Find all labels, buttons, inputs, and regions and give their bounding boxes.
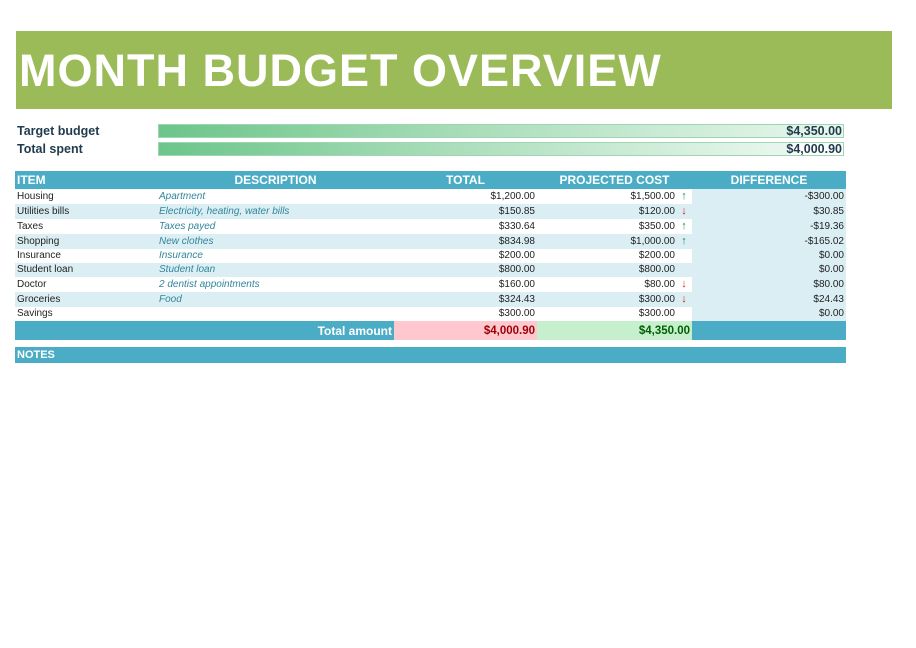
table-row <box>15 263 846 277</box>
difference-cell[interactable] <box>692 204 846 219</box>
projected-cost-cell[interactable] <box>537 234 692 249</box>
description-cell-text: Apartment <box>159 190 206 202</box>
difference-cell-text: $24.43 <box>813 293 844 305</box>
difference-cell-text: -$19.36 <box>810 220 844 232</box>
table-row <box>15 189 846 204</box>
item-cell[interactable] <box>15 219 157 234</box>
projected-cost-cell[interactable] <box>537 219 692 234</box>
total-projected-value[interactable]: $4,350.00 <box>537 321 692 340</box>
projected-cost-cell-text: $120.00 <box>638 206 675 217</box>
description-cell[interactable] <box>157 204 394 219</box>
difference-cell-text: $0.00 <box>818 308 844 319</box>
projected-cost-cell[interactable] <box>537 249 692 263</box>
total-cell-text: $330.64 <box>498 220 535 232</box>
total-cell-text: $200.00 <box>498 250 535 261</box>
difference-cell-text: -$300.00 <box>804 190 844 202</box>
arrow-down-icon: ↓ <box>681 293 687 305</box>
item-cell[interactable] <box>15 234 157 249</box>
item-cell[interactable] <box>15 249 157 263</box>
difference-cell[interactable] <box>692 277 846 292</box>
total-cell-text: $300.00 <box>498 308 535 319</box>
difference-cell[interactable] <box>692 219 846 234</box>
total-spent-bar <box>158 142 844 156</box>
target-budget-fill <box>159 125 843 137</box>
description-cell[interactable] <box>157 219 394 234</box>
description-cell[interactable] <box>157 234 394 249</box>
title-banner <box>16 31 892 109</box>
total-cell[interactable] <box>394 204 537 219</box>
total-cell-text: $834.98 <box>498 235 535 247</box>
projected-cost-cell[interactable] <box>537 292 692 307</box>
description-cell-text: Student loan <box>159 264 216 275</box>
total-row <box>15 321 846 340</box>
item-cell-text: Savings <box>17 308 53 319</box>
description-cell-text: New clothes <box>159 235 214 247</box>
column-header-difference[interactable]: DIFFERENCE <box>692 171 846 189</box>
projected-cost-cell-text: $300.00 <box>638 294 675 305</box>
item-cell[interactable] <box>15 263 157 277</box>
item-cell-text: Student loan <box>17 264 74 275</box>
description-cell-text: Electricity, heating, water bills <box>159 205 290 217</box>
table-row <box>15 219 846 234</box>
total-cell-text: $160.00 <box>498 278 535 290</box>
difference-cell-text: $80.00 <box>813 278 844 290</box>
total-amount-label: Total amount <box>157 321 394 340</box>
projected-cost-cell-text: $1,500.00 <box>630 191 675 202</box>
total-cell[interactable] <box>394 263 537 277</box>
item-cell[interactable] <box>15 307 157 321</box>
target-budget-bar <box>158 124 844 138</box>
target-budget-label: Target budget <box>17 124 100 138</box>
description-cell[interactable] <box>157 277 394 292</box>
difference-cell-text: $0.00 <box>818 250 844 261</box>
table-row <box>15 292 846 307</box>
item-cell[interactable] <box>15 189 157 204</box>
description-cell[interactable] <box>157 292 394 307</box>
description-cell-text: Food <box>159 293 182 305</box>
description-cell-text: Insurance <box>159 250 203 261</box>
item-cell-text: Doctor <box>17 278 47 290</box>
budget-table <box>15 171 846 340</box>
total-spent-value: $4,000.90 <box>786 142 842 156</box>
total-spent-fill <box>159 143 788 155</box>
difference-cell[interactable] <box>692 249 846 263</box>
difference-cell-text: $30.85 <box>813 205 844 217</box>
target-budget-value: $4,350.00 <box>786 124 842 138</box>
projected-cost-cell-text: $200.00 <box>638 250 675 261</box>
description-cell-text: 2 dentist appointments <box>159 278 260 290</box>
table-header-row <box>15 171 846 189</box>
total-cell-text: $150.85 <box>498 205 535 217</box>
projected-cost-cell[interactable] <box>537 204 692 219</box>
projected-cost-cell[interactable] <box>537 263 692 277</box>
item-cell-text: Housing <box>17 190 54 202</box>
difference-cell[interactable] <box>692 234 846 249</box>
description-cell[interactable] <box>157 263 394 277</box>
total-cell[interactable] <box>394 249 537 263</box>
table-row <box>15 277 846 292</box>
total-cell[interactable] <box>394 189 537 204</box>
projected-cost-cell-text: $80.00 <box>644 279 675 290</box>
arrow-up-icon: ↑ <box>681 190 687 202</box>
total-cell[interactable] <box>394 219 537 234</box>
column-header-projected-cost[interactable]: PROJECTED COST <box>537 171 692 189</box>
total-cell[interactable] <box>394 277 537 292</box>
item-cell[interactable] <box>15 292 157 307</box>
item-cell[interactable] <box>15 204 157 219</box>
difference-cell-text: -$165.02 <box>804 235 844 247</box>
difference-cell[interactable] <box>692 189 846 204</box>
table-row <box>15 249 846 263</box>
description-cell[interactable] <box>157 307 394 321</box>
total-cell-text: $800.00 <box>498 264 535 275</box>
arrow-down-icon: ↓ <box>681 278 687 290</box>
difference-cell-text: $0.00 <box>818 264 844 275</box>
projected-cost-cell[interactable] <box>537 277 692 292</box>
total-row-spacer <box>15 321 157 340</box>
notes-header: NOTES <box>15 347 846 363</box>
total-cell[interactable] <box>394 292 537 307</box>
column-header-description[interactable]: DESCRIPTION <box>157 171 394 189</box>
description-cell-text: Taxes payed <box>159 220 216 232</box>
table-row <box>15 234 846 249</box>
item-cell-text: Taxes <box>17 220 44 232</box>
item-cell-text: Groceries <box>17 293 61 305</box>
arrow-down-icon: ↓ <box>681 205 687 217</box>
arrow-up-icon: ↑ <box>681 220 687 232</box>
item-cell[interactable] <box>15 277 157 292</box>
difference-cell[interactable] <box>692 263 846 277</box>
difference-cell[interactable] <box>692 307 846 321</box>
table-row <box>15 204 846 219</box>
column-header-total[interactable]: TOTAL <box>394 171 537 189</box>
difference-cell[interactable] <box>692 292 846 307</box>
total-amount-value[interactable]: $4,000.90 <box>394 321 537 340</box>
item-cell-text: Insurance <box>17 250 61 261</box>
projected-cost-cell[interactable] <box>537 307 692 321</box>
total-spent-label: Total spent <box>17 142 83 156</box>
page-title: MONTH BUDGET OVERVIEW <box>19 45 662 96</box>
projected-cost-cell-text: $800.00 <box>638 264 675 275</box>
projected-cost-cell-text: $1,000.00 <box>630 236 675 247</box>
description-cell[interactable] <box>157 189 394 204</box>
item-cell-text: Shopping <box>17 235 60 247</box>
total-cell-text: $324.43 <box>498 293 535 305</box>
item-cell-text: Utilities bills <box>17 205 70 217</box>
description-cell[interactable] <box>157 249 394 263</box>
projected-cost-cell-text: $350.00 <box>638 221 675 232</box>
table-row <box>15 307 846 321</box>
total-difference-cell <box>692 321 846 340</box>
total-cell[interactable] <box>394 234 537 249</box>
column-header-item[interactable]: ITEM <box>15 171 157 189</box>
total-cell-text: $1,200.00 <box>490 190 535 202</box>
arrow-up-icon: ↑ <box>681 235 687 247</box>
projected-cost-cell[interactable] <box>537 189 692 204</box>
total-cell[interactable] <box>394 307 537 321</box>
projected-cost-cell-text: $300.00 <box>638 308 675 319</box>
